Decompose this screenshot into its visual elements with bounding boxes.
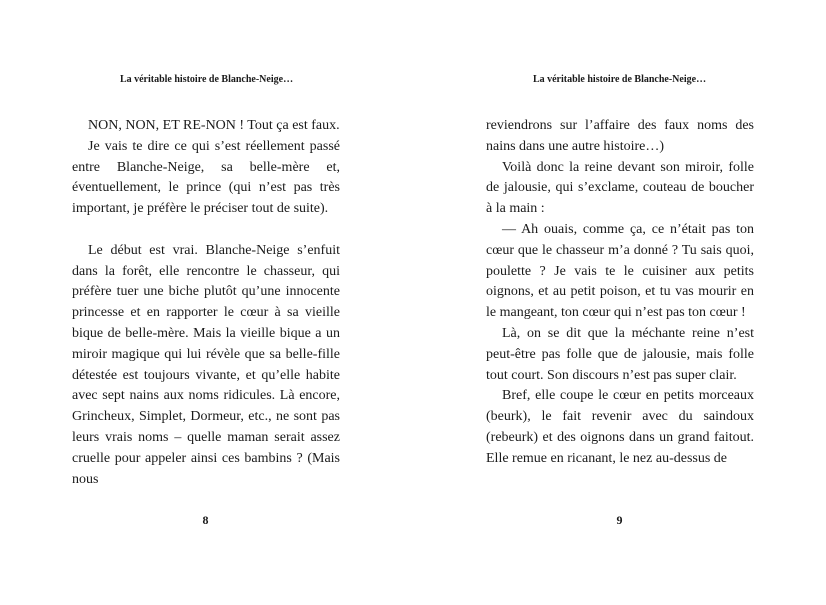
page-number: 8	[202, 513, 209, 527]
paragraph: reviendrons sur l’affaire des faux noms des nains dans une autre histoire…)	[486, 118, 754, 154]
paragraph: Voilà donc la reine devant son miroir, folle de jalousie, qui s’exclame, couteau de boucher à la main :	[486, 159, 754, 217]
paragraph: Bref, elle coupe le cœur en petits morceaux (beurk), le fait revenir avec du saindoux (rebeurk) et des oignons dans un grand faitout. Elle remue en ricanant, le nez au-dessus de	[486, 388, 754, 466]
running-head: La véritable histoire de Blanche-Neige…	[532, 74, 707, 85]
paragraph: NON, NON, ET RE-NON ! Tout ça est faux.	[88, 118, 340, 133]
paragraph: Le début est vrai. Blanche-Neige s’enfuit dans la forêt, elle rencontre le chasseur, qui préfère tuer une biche plutôt qu’une innocente princesse et en rapporter le cœur à sa vieille bique de belle-mère. Mais la vieille bique a un miroir magique qui lui révèle que sa belle-fille détestée est toujours vivante, et qu’elle habite avec sept nains aux noms ridicules. Là encore, Grincheux, Simplet, Dormeur, etc., ne sont pas leurs vrais noms – quelle maman serait assez cruelle pour appeler ainsi ces bambins ? (Mais nous	[72, 242, 340, 487]
paragraph: Là, on se dit que la méchante reine n’est peut-être pas folle que de jalousie, mais folle tout court. Son discours n’est pas super clair.	[486, 325, 754, 383]
right-page	[413, 0, 826, 605]
paragraph: — Ah ouais, comme ça, ce n’était pas ton cœur que le chasseur m’a donné ? Tu sais quoi, poulette ? Je vais te le cuisiner aux petits oignons, et au petit poison, et tu vas mourir en le mangeant, ton cœur qui n’est pas ton cœur !	[486, 221, 754, 321]
running-head: La véritable histoire de Blanche-Neige…	[119, 74, 294, 85]
page-body	[72, 116, 340, 490]
paragraph: Je vais te dire ce qui s’est réellement passé entre Blanche-Neige, sa belle-mère et, éventuellement, le prince (qui n’est pas très important, je préfère le préciser tout de suite).	[72, 138, 340, 217]
page-body	[486, 116, 754, 470]
page-number: 9	[616, 513, 623, 527]
